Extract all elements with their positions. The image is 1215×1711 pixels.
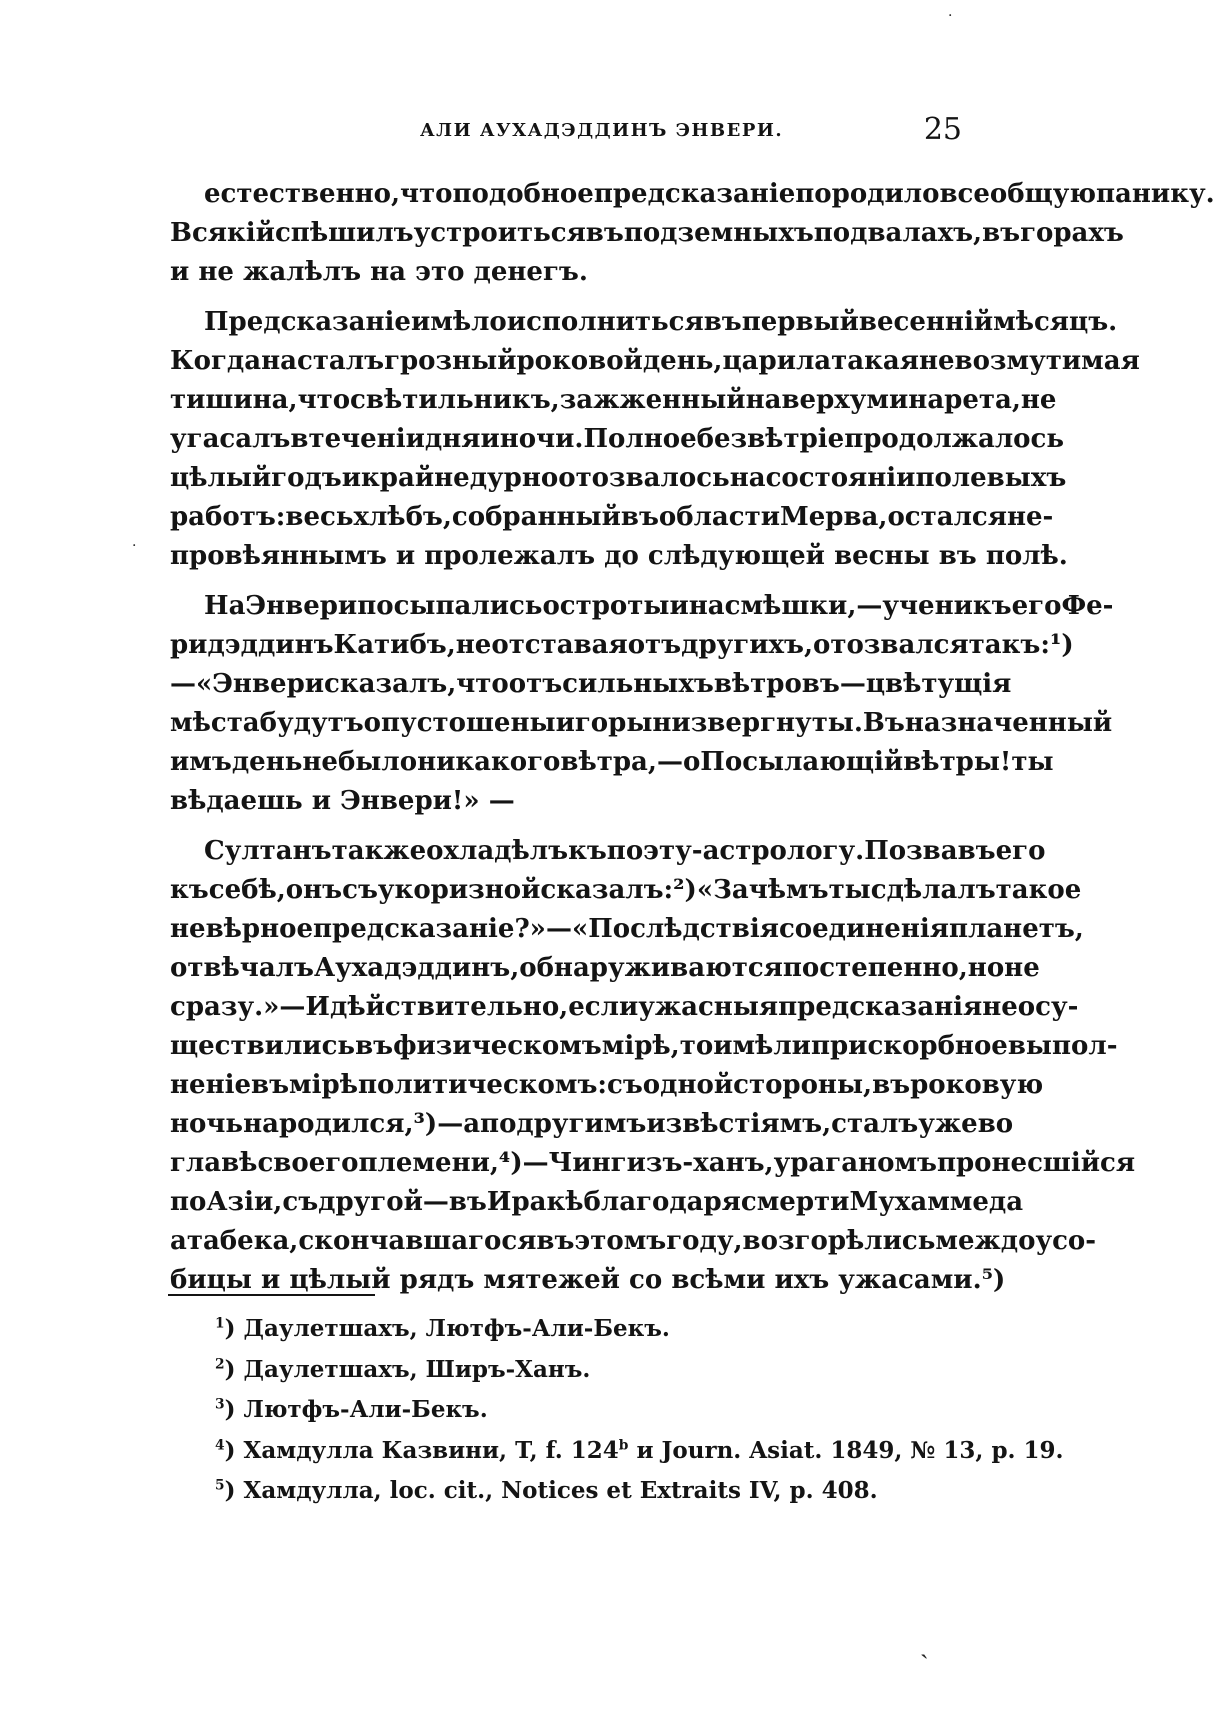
word: — <box>422 1187 449 1217</box>
word: и <box>480 424 500 454</box>
text-line <box>170 743 1054 782</box>
footnote-superscript: b <box>618 1436 629 1453</box>
word: сказалъ, <box>324 669 457 699</box>
word: выпол- <box>1007 1031 1118 1061</box>
footnote-text: Хамдулла, loc. cit., Notices et Extraits IV, p. 408. <box>243 1477 878 1504</box>
word: дѣйствительно, <box>329 992 569 1022</box>
word: опустошены <box>363 708 556 738</box>
word: о <box>682 747 701 777</box>
footnote-paren: ) <box>224 1436 244 1464</box>
word: хлѣбъ, <box>353 502 452 532</box>
footnote-text: и Journ. Asiat. 1849, № 13, p. 19. <box>628 1436 1064 1464</box>
word: ты <box>828 875 871 905</box>
word: съ <box>607 1070 643 1100</box>
word: въ <box>448 1187 487 1217</box>
text-line <box>170 587 1114 626</box>
word: ществились <box>170 1031 356 1061</box>
word: поэту <box>606 836 692 866</box>
text-line <box>170 253 962 292</box>
footnote-paren: ) <box>224 1355 244 1383</box>
footnote-text: Даулетшахъ, Ширъ-Ханъ. <box>243 1355 591 1383</box>
word: атабека, <box>170 1226 299 1256</box>
word: ночь <box>170 1109 244 1139</box>
word: также <box>331 836 427 866</box>
word: и <box>555 708 575 738</box>
word: онъ <box>285 875 343 905</box>
word: съ <box>282 1187 319 1217</box>
word: Въ <box>862 708 905 738</box>
word: Позвавъ <box>864 836 996 866</box>
word: подземныхъ <box>623 218 814 248</box>
word: Катибъ, <box>333 630 456 660</box>
word: междоусо- <box>935 1226 1097 1256</box>
word: цвѣтущія <box>865 669 1012 699</box>
word: въ <box>938 541 977 571</box>
footnote-paren: ) <box>224 1477 244 1504</box>
word: народился,³) <box>243 1109 438 1139</box>
word: и <box>341 463 362 493</box>
word: отвѣчалъ <box>170 953 314 983</box>
word: ночи. <box>499 424 584 454</box>
word: и <box>395 541 416 571</box>
word: Предсказаніе <box>204 307 411 337</box>
footnote-mark: 2 <box>215 1355 225 1372</box>
word: и <box>311 786 332 816</box>
scan-speck: · <box>132 538 137 554</box>
word: въ <box>872 1070 911 1100</box>
word: — <box>488 786 515 816</box>
word: породило <box>795 179 940 209</box>
word: и <box>669 591 689 621</box>
word: скончавшагося <box>298 1226 537 1256</box>
word: по <box>170 1187 207 1217</box>
word: предсказаніе <box>593 179 796 209</box>
word: благодаря <box>583 1187 741 1217</box>
text-line <box>170 910 1084 949</box>
word: спѣшилъ <box>274 218 414 248</box>
word: состояніи <box>765 463 916 493</box>
word: въ <box>620 502 659 532</box>
word: со <box>629 1265 663 1295</box>
paragraph-gap <box>170 576 962 587</box>
word: но <box>967 953 1005 983</box>
footnote <box>215 1471 975 1512</box>
word: роковой <box>516 346 643 376</box>
word: политическомъ: <box>357 1070 608 1100</box>
word: «Энвери <box>196 669 325 699</box>
body-text <box>170 175 1215 1300</box>
word: что <box>400 179 453 209</box>
word: въ <box>982 218 1021 248</box>
word: не <box>302 747 338 777</box>
word: такая <box>831 346 919 376</box>
text-line <box>170 214 1124 253</box>
word: устроиться <box>413 218 586 248</box>
text-line <box>170 1183 1024 1222</box>
word: Мухаммеда <box>849 1187 1024 1217</box>
paragraph <box>170 303 1140 576</box>
word: отозвался <box>813 630 969 660</box>
word: Всякій <box>170 218 275 248</box>
word: естественно, <box>204 179 401 209</box>
word: невозмутимая <box>918 346 1140 376</box>
word: крайне <box>361 463 470 493</box>
word: подобное <box>452 179 594 209</box>
text-line <box>170 537 1068 576</box>
word: всеобщую <box>939 179 1097 209</box>
word: царила <box>722 346 832 376</box>
word: И <box>305 992 330 1022</box>
word: обнаруживаются <box>519 953 783 983</box>
paragraph <box>170 175 1215 292</box>
word: насталъ <box>261 346 385 376</box>
word: провѣяннымъ <box>170 541 387 571</box>
word: было <box>337 747 418 777</box>
footnote-paren: ) <box>224 1396 244 1423</box>
word: предсказаніе?» <box>313 914 546 944</box>
word: мѣста <box>170 708 260 738</box>
word: «Зачѣмъ <box>696 875 829 905</box>
word: къ <box>568 836 607 866</box>
word: себѣ, <box>208 875 286 905</box>
word: области <box>658 502 780 532</box>
word: роковую <box>910 1070 1044 1100</box>
text-line <box>170 1105 1014 1144</box>
word: мятежей <box>483 1265 620 1295</box>
word: цѣлый <box>170 463 272 493</box>
word: Энвери <box>245 591 358 621</box>
text-line <box>170 342 1140 381</box>
word: до <box>604 541 639 571</box>
word: во <box>977 1109 1014 1139</box>
word: что <box>456 669 509 699</box>
word: угасалъ <box>170 424 291 454</box>
word: это <box>415 257 465 287</box>
word: такое <box>995 875 1082 905</box>
word: отъ <box>508 669 563 699</box>
word: Аухадэддинъ, <box>313 953 520 983</box>
word: работъ: <box>170 502 286 532</box>
footnote-mark: 4 <box>215 1436 225 1453</box>
word: не <box>1020 385 1057 415</box>
word: планетъ, <box>948 914 1084 944</box>
scan-speck: · <box>948 8 953 24</box>
word: въ <box>536 1226 575 1256</box>
word: горахъ <box>1020 218 1124 248</box>
text-line <box>170 1144 1136 1183</box>
word: никакого <box>417 747 561 777</box>
word: — <box>170 669 196 699</box>
word: его <box>1011 591 1062 621</box>
word: денегъ. <box>473 257 588 287</box>
word: имѣло <box>410 307 507 337</box>
word: охладѣлъ <box>426 836 569 866</box>
word: осу- <box>1017 992 1079 1022</box>
word: ужасныя <box>638 992 779 1022</box>
text-line <box>170 665 1012 704</box>
text-line <box>170 626 1074 665</box>
text-line <box>170 498 1054 537</box>
word: астрологу. <box>702 836 865 866</box>
text-line <box>170 303 1118 342</box>
word: минарета, <box>866 385 1021 415</box>
footnote-mark: 5 <box>215 1477 225 1494</box>
word: слѣдующей <box>647 541 825 571</box>
word: Когда <box>170 346 262 376</box>
word: съ <box>342 875 378 905</box>
word: сразу.» <box>170 992 280 1022</box>
word: весны <box>834 541 930 571</box>
word: будутъ <box>259 708 364 738</box>
word: Мерва, <box>779 502 888 532</box>
text-line <box>170 949 1040 988</box>
paragraph <box>170 832 1136 1300</box>
word: сказалъ:²) <box>540 875 697 905</box>
word: возгорѣлись <box>742 1226 936 1256</box>
text-line <box>170 175 1215 214</box>
word: — <box>839 669 866 699</box>
word: назначенный <box>904 708 1113 738</box>
word: Полное <box>583 424 697 454</box>
word: не- <box>1006 502 1054 532</box>
word: продолжалось <box>844 424 1064 454</box>
word: другихъ, <box>681 630 813 660</box>
word: — <box>437 1109 464 1139</box>
word: постепенно, <box>782 953 968 983</box>
text-line <box>170 459 1067 498</box>
footnote-paren: ) <box>224 1315 244 1342</box>
word: то <box>679 1031 714 1061</box>
text-line <box>170 832 1046 871</box>
word: не <box>1004 953 1040 983</box>
word: не <box>198 257 234 287</box>
word: день <box>231 747 303 777</box>
word: въ <box>251 1070 290 1100</box>
text-line <box>170 782 962 821</box>
text-line <box>170 1222 1097 1261</box>
word: и <box>170 257 190 287</box>
word: дурно <box>469 463 559 493</box>
word: вѣтры! <box>903 747 1012 777</box>
word: остался <box>887 502 1007 532</box>
word: пронесшійся <box>936 1148 1136 1178</box>
word: — <box>545 914 572 944</box>
word: полѣ. <box>985 541 1068 571</box>
word: его <box>995 836 1046 866</box>
word: въ <box>355 1031 394 1061</box>
word: сдѣлалъ <box>870 875 996 905</box>
word: предсказанія <box>778 992 983 1022</box>
word: отъ <box>627 630 682 660</box>
word: свѣтильникъ, <box>350 385 560 415</box>
word: полевыхъ <box>915 463 1067 493</box>
word: ихъ <box>774 1265 830 1295</box>
text-line <box>170 871 1082 910</box>
footnotes <box>215 1309 1064 1512</box>
word: а <box>463 1109 481 1139</box>
word: зажженный <box>559 385 746 415</box>
word: что <box>297 385 351 415</box>
word: ты <box>1011 747 1054 777</box>
word: племени,⁴)—Чингизъ-ханъ, <box>358 1148 774 1178</box>
footnote <box>215 1431 1064 1472</box>
word: главѣ <box>170 1148 258 1178</box>
text-line <box>170 988 1079 1027</box>
word: ужасами.⁵) <box>838 1265 1006 1295</box>
word: всѣми <box>671 1265 766 1295</box>
text-line <box>170 1066 1044 1105</box>
word: верху <box>781 385 867 415</box>
footnote-mark: 3 <box>215 1396 225 1413</box>
word: на <box>745 385 782 415</box>
word: пролежалъ <box>424 541 596 571</box>
footnote-mark: 1 <box>215 1315 225 1332</box>
word: другой <box>318 1187 423 1217</box>
word: прискорбное <box>810 1031 1008 1061</box>
footnote-text: Хамдулла Казвини, T, f. 124 <box>243 1436 619 1464</box>
footnote <box>215 1390 975 1431</box>
word: весенній <box>858 307 994 337</box>
word: стороны, <box>733 1070 873 1100</box>
word: если <box>568 992 639 1022</box>
word: физическомъ <box>393 1031 602 1061</box>
word: и <box>261 1265 281 1295</box>
word: годъ <box>271 463 342 493</box>
word: собранный <box>451 502 621 532</box>
word: Фе- <box>1061 591 1114 621</box>
word: тишина, <box>170 385 298 415</box>
word: жалѣлъ <box>243 257 362 287</box>
word: мірѣ <box>289 1070 358 1100</box>
word: на <box>370 257 407 287</box>
word: въ <box>703 307 742 337</box>
word: вѣтровъ <box>713 669 840 699</box>
word: низвергнуты. <box>652 708 863 738</box>
word: подвалахъ, <box>813 218 983 248</box>
word: ридэддинъ <box>170 630 334 660</box>
scan-speck: ˏ <box>920 1630 929 1660</box>
word: извѣстіямъ, <box>646 1109 832 1139</box>
word: мірѣ, <box>601 1031 680 1061</box>
word: Энвери!» <box>340 786 480 816</box>
word: вѣтра, <box>560 747 657 777</box>
word: рядъ <box>399 1265 475 1295</box>
paragraph-gap <box>170 821 962 832</box>
word: — <box>656 747 683 777</box>
text-line <box>170 381 1057 420</box>
word: горы <box>574 708 653 738</box>
text-line <box>170 704 1113 743</box>
word: невѣрное <box>170 914 314 944</box>
word: соединенія <box>778 914 949 944</box>
word: смерти <box>740 1187 850 1217</box>
paragraph-gap <box>170 292 962 303</box>
word: Посылающій <box>700 747 904 777</box>
word: мѣсяцъ. <box>993 307 1118 337</box>
footnote <box>215 1350 975 1391</box>
running-header <box>170 112 962 152</box>
text-line <box>170 1027 1118 1066</box>
word: на <box>729 463 766 493</box>
word: грозный <box>384 346 517 376</box>
word: имъ <box>170 747 232 777</box>
word: день, <box>642 346 723 376</box>
word: Иракѣ <box>486 1187 584 1217</box>
word: сильныхъ <box>562 669 714 699</box>
word: На <box>204 591 246 621</box>
word: насмѣшки,—ученикъ <box>688 591 1012 621</box>
word: панику. <box>1096 179 1215 209</box>
word: такъ:¹) <box>968 630 1074 660</box>
word: укоризной <box>377 875 541 905</box>
footnote-divider <box>168 1294 375 1296</box>
word: отозвалось <box>558 463 730 493</box>
word: году, <box>666 1226 743 1256</box>
word: этомъ <box>574 1226 667 1256</box>
word: втеченіи <box>290 424 425 454</box>
word: имѣли <box>713 1031 811 1061</box>
word: ураганомъ <box>773 1148 937 1178</box>
word: цѣлый <box>289 1265 391 1295</box>
running-title: АЛИ АУХАДЭДДИНЪ ЭНВЕРИ. <box>420 120 784 141</box>
word: къ <box>170 875 209 905</box>
page-number: 25 <box>923 112 962 147</box>
paragraph <box>170 587 1114 821</box>
word: своего <box>257 1148 359 1178</box>
word: въ <box>585 218 624 248</box>
word: одной <box>642 1070 734 1100</box>
word: остроты <box>542 591 670 621</box>
word: Султанъ <box>204 836 332 866</box>
word: неніе <box>170 1070 252 1100</box>
word: — <box>279 992 306 1022</box>
footnote-text: Лютфъ-Али-Бекъ. <box>243 1396 488 1423</box>
word: весь <box>285 502 354 532</box>
word: Азіи, <box>206 1187 283 1217</box>
word: безвѣтріе <box>696 424 845 454</box>
word: исполниться <box>506 307 704 337</box>
text-line <box>170 420 1064 459</box>
word: сталъ <box>831 1109 919 1139</box>
word: дня <box>424 424 481 454</box>
word: «Послѣдствія <box>571 914 779 944</box>
word: посыпались <box>357 591 543 621</box>
word: неотставая <box>455 630 628 660</box>
word: другимъ <box>516 1109 647 1139</box>
footnote-text: Даулетшахъ, Лютфъ-Али-Бекъ. <box>243 1315 670 1342</box>
word: уже <box>918 1109 978 1139</box>
word: первый <box>741 307 859 337</box>
word: по <box>480 1109 517 1139</box>
footnote <box>215 1309 975 1350</box>
word: не <box>982 992 1018 1022</box>
word: бицы <box>170 1265 252 1295</box>
word: вѣдаешь <box>170 786 303 816</box>
word: - <box>691 836 703 866</box>
